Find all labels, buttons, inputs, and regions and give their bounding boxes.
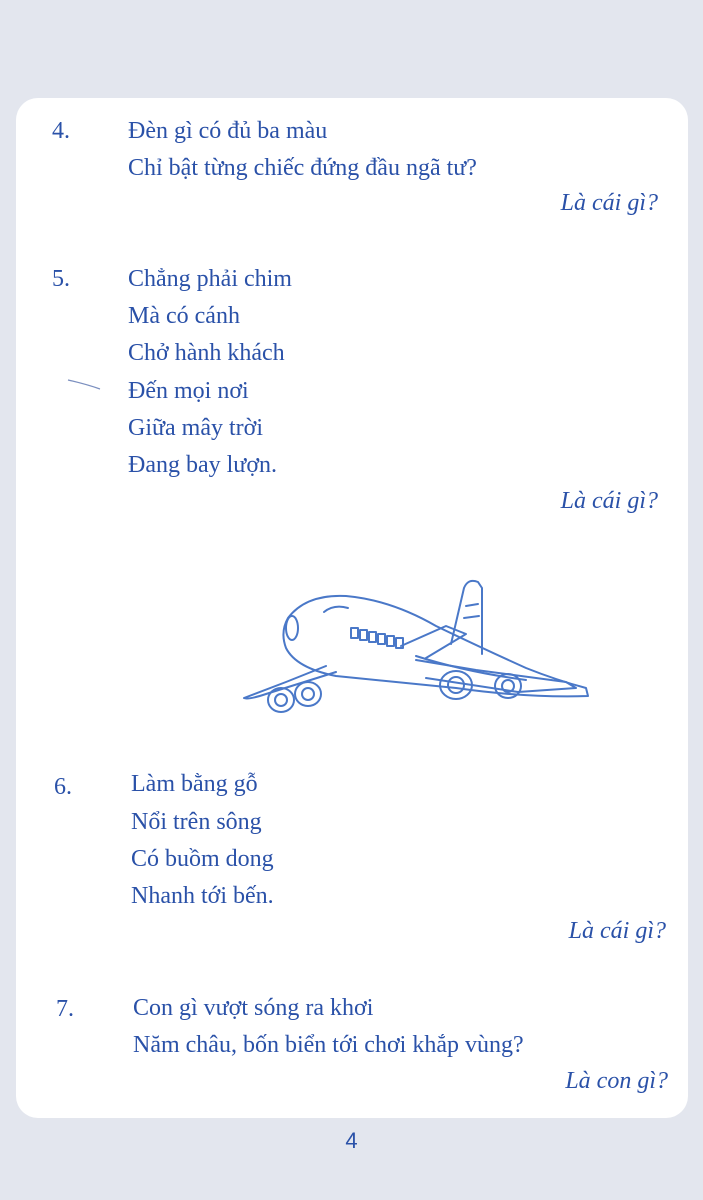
riddle-line: Nổi trên sông <box>131 809 262 835</box>
riddle-line: Mà có cánh <box>128 303 240 329</box>
stray-mark <box>66 378 116 392</box>
riddle-line: Con gì vượt sóng ra khơi <box>133 995 374 1021</box>
riddle-line: Năm châu, bốn biển tới chơi khắp vùng? <box>133 1032 524 1058</box>
riddle-line: Nhanh tới bến. <box>131 883 274 909</box>
riddle-question: Là con gì? <box>565 1068 668 1094</box>
riddle-question: Là cái gì? <box>560 488 658 514</box>
riddle-line: Chẳng phải chim <box>128 266 292 292</box>
riddle-line: Giữa mây trời <box>128 415 263 441</box>
riddle-line: Đèn gì có đủ ba màu <box>128 118 328 144</box>
riddle-number: 7. <box>56 996 74 1022</box>
airplane-icon <box>226 576 606 726</box>
riddle-question: Là cái gì? <box>560 190 658 216</box>
riddle-line: Chỉ bật từng chiếc đứng đầu ngã tư? <box>128 155 477 181</box>
content-card <box>16 98 688 1118</box>
riddle-line: Đến mọi nơi <box>128 378 249 404</box>
riddle-number: 6. <box>54 774 72 800</box>
page-number: 4 <box>345 1128 358 1153</box>
riddle-line: Làm bằng gỗ <box>131 771 258 797</box>
riddle-line: Đang bay lượn. <box>128 452 278 478</box>
riddle-question: Là cái gì? <box>568 918 666 944</box>
riddle-line: Có buồm dong <box>131 846 274 872</box>
riddle-number: 4. <box>52 118 70 144</box>
riddle-number: 5. <box>52 266 70 292</box>
riddle-line: Chở hành khách <box>128 340 285 366</box>
